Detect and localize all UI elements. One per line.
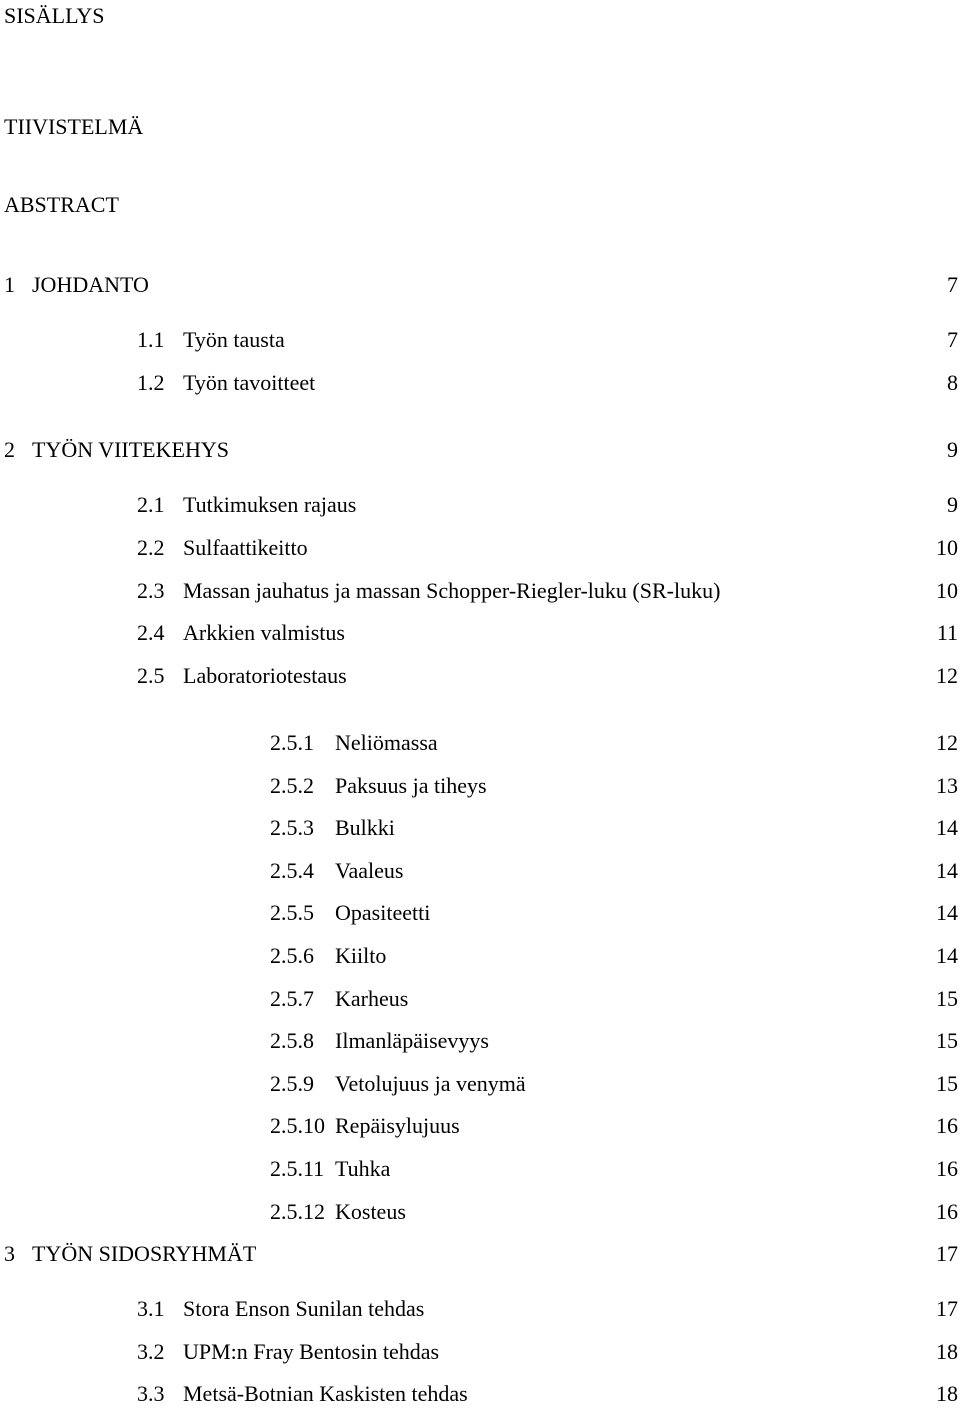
- toc-page-number: 7: [947, 327, 958, 352]
- toc-number: 2.5.3: [270, 815, 314, 840]
- toc-entry-subsection[interactable]: [0, 813, 960, 843]
- toc-number: 2.2: [137, 535, 165, 560]
- toc-number: 2.5.10: [270, 1113, 325, 1138]
- toc-entry-section[interactable]: [0, 618, 960, 648]
- toc-label: Työn tavoitteet: [183, 370, 316, 395]
- toc-title: SISÄLLYS: [4, 3, 105, 28]
- toc-entry-subsection[interactable]: [0, 856, 960, 886]
- toc-page-number: 14: [936, 858, 958, 883]
- toc-label: Massan jauhatus ja massan Schopper-Riegler-luku (SR-luku): [183, 578, 721, 603]
- toc-number: 2.5.2: [270, 773, 314, 798]
- toc-number: 2.5.8: [270, 1028, 314, 1053]
- toc-label: ABSTRACT: [4, 192, 119, 217]
- toc-number: 2.5.4: [270, 858, 314, 883]
- toc-page-number: 9: [947, 437, 958, 462]
- toc-page-number: 18: [936, 1381, 958, 1406]
- toc-label: Työn tausta: [183, 327, 285, 352]
- toc-number: 2.5.7: [270, 986, 314, 1011]
- toc-entry-subsection[interactable]: [0, 984, 960, 1014]
- toc-entry-abstract[interactable]: [0, 190, 960, 220]
- toc-page-number: 13: [936, 773, 958, 798]
- toc-label: Tuhka: [335, 1156, 391, 1181]
- toc-number: 2.5.5: [270, 900, 314, 925]
- toc-entry-section[interactable]: [0, 325, 960, 355]
- toc-page-number: 16: [936, 1156, 958, 1181]
- toc-number: 3: [4, 1241, 15, 1266]
- toc-number: 2.5.11: [270, 1156, 325, 1181]
- toc-label: Metsä-Botnian Kaskisten tehdas: [183, 1381, 468, 1406]
- toc-label: UPM:n Fray Bentosin tehdas: [183, 1339, 440, 1364]
- toc-label: Repäisylujuus: [335, 1113, 460, 1138]
- toc-entry-tiivistelma[interactable]: [0, 112, 960, 142]
- toc-entry-section[interactable]: [0, 490, 960, 520]
- toc-entry-section[interactable]: [0, 533, 960, 563]
- toc-entry-subsection[interactable]: [0, 1026, 960, 1056]
- toc-page-number: 7: [947, 272, 958, 297]
- toc-label: Kiilto: [335, 943, 387, 968]
- toc-label: Stora Enson Sunilan tehdas: [183, 1296, 425, 1321]
- toc-page-number: 15: [936, 1071, 958, 1096]
- toc-number: 3.3: [137, 1381, 165, 1406]
- toc-number: 2.4: [137, 620, 165, 645]
- toc-label: TIIVISTELMÄ: [4, 114, 144, 139]
- toc-number: 1: [4, 272, 15, 297]
- toc-entry-subsection[interactable]: [0, 1069, 960, 1099]
- toc-entry-section[interactable]: [0, 576, 960, 606]
- toc-page-number: 15: [936, 1028, 958, 1053]
- toc-label: TYÖN VIITEKEHYS: [32, 437, 229, 462]
- toc-label: Ilmanläpäisevyys: [335, 1028, 489, 1053]
- toc-label: Vetolujuus ja venymä: [335, 1071, 526, 1096]
- toc-page-number: 10: [936, 535, 958, 560]
- toc-entry-chapter-2[interactable]: [0, 435, 960, 465]
- toc-page-number: 12: [936, 663, 958, 688]
- toc-label: Kosteus: [335, 1199, 406, 1224]
- toc-entry-section[interactable]: [0, 661, 960, 691]
- toc-page-number: 18: [936, 1339, 958, 1364]
- toc-page-number: 15: [936, 986, 958, 1011]
- toc-label: Vaaleus: [335, 858, 404, 883]
- toc-entry-section[interactable]: [0, 368, 960, 398]
- toc-number: 2.5.6: [270, 943, 314, 968]
- toc-page-number: 14: [936, 815, 958, 840]
- toc-label: Bulkki: [335, 815, 395, 840]
- toc-entry-section[interactable]: [0, 1294, 960, 1324]
- toc-page-number: 8: [947, 370, 958, 395]
- toc-entry-subsection[interactable]: [0, 1111, 960, 1141]
- toc-entry-subsection[interactable]: [0, 1154, 960, 1184]
- toc-page-number: 14: [936, 943, 958, 968]
- toc-entry-subsection[interactable]: [0, 898, 960, 928]
- toc-label: Tutkimuksen rajaus: [183, 492, 357, 517]
- toc-page-number: 17: [936, 1241, 958, 1266]
- toc-page-number: 9: [947, 492, 958, 517]
- toc-entry-section[interactable]: [0, 1379, 960, 1409]
- toc-page-number: 14: [936, 900, 958, 925]
- toc-entry-chapter-1[interactable]: [0, 270, 960, 300]
- toc-number: 3.1: [137, 1296, 165, 1321]
- toc-label: JOHDANTO: [32, 272, 149, 297]
- toc-number: 1.2: [137, 370, 165, 395]
- toc-page-number: 16: [936, 1113, 958, 1138]
- toc-page-number: 17: [936, 1296, 958, 1321]
- toc-label: Paksuus ja tiheys: [335, 773, 487, 798]
- toc-page-number: 16: [936, 1199, 958, 1224]
- toc-number: 3.2: [137, 1339, 165, 1364]
- toc-label: Sulfaattikeitto: [183, 535, 308, 560]
- toc-entry-subsection[interactable]: [0, 941, 960, 971]
- toc-number: 2.5.9: [270, 1071, 314, 1096]
- toc-label: Opasiteetti: [335, 900, 431, 925]
- toc-label: Arkkien valmistus: [183, 620, 345, 645]
- toc-label: Laboratoriotestaus: [183, 663, 347, 688]
- toc-number: 2: [4, 437, 15, 462]
- toc-page-number: 10: [936, 578, 958, 603]
- toc-entry-subsection[interactable]: [0, 728, 960, 758]
- toc-label: TYÖN SIDOSRYHMÄT: [32, 1241, 257, 1266]
- toc-entry-subsection[interactable]: [0, 771, 960, 801]
- toc-page-number: 11: [936, 620, 958, 645]
- toc-entry-section[interactable]: [0, 1337, 960, 1367]
- toc-label: Karheus: [335, 986, 409, 1011]
- toc-number: 2.5.1: [270, 730, 314, 755]
- toc-number: 2.5.12: [270, 1199, 325, 1224]
- toc-number: 2.1: [137, 492, 165, 517]
- toc-number: 2.5: [137, 663, 165, 688]
- toc-label: Neliömassa: [335, 730, 438, 755]
- toc-number: 1.1: [137, 327, 165, 352]
- toc-page-number: 12: [936, 730, 958, 755]
- toc-entry-subsection[interactable]: [0, 1197, 960, 1227]
- toc-number: 2.3: [137, 578, 165, 603]
- toc-entry-chapter-3[interactable]: [0, 1239, 960, 1269]
